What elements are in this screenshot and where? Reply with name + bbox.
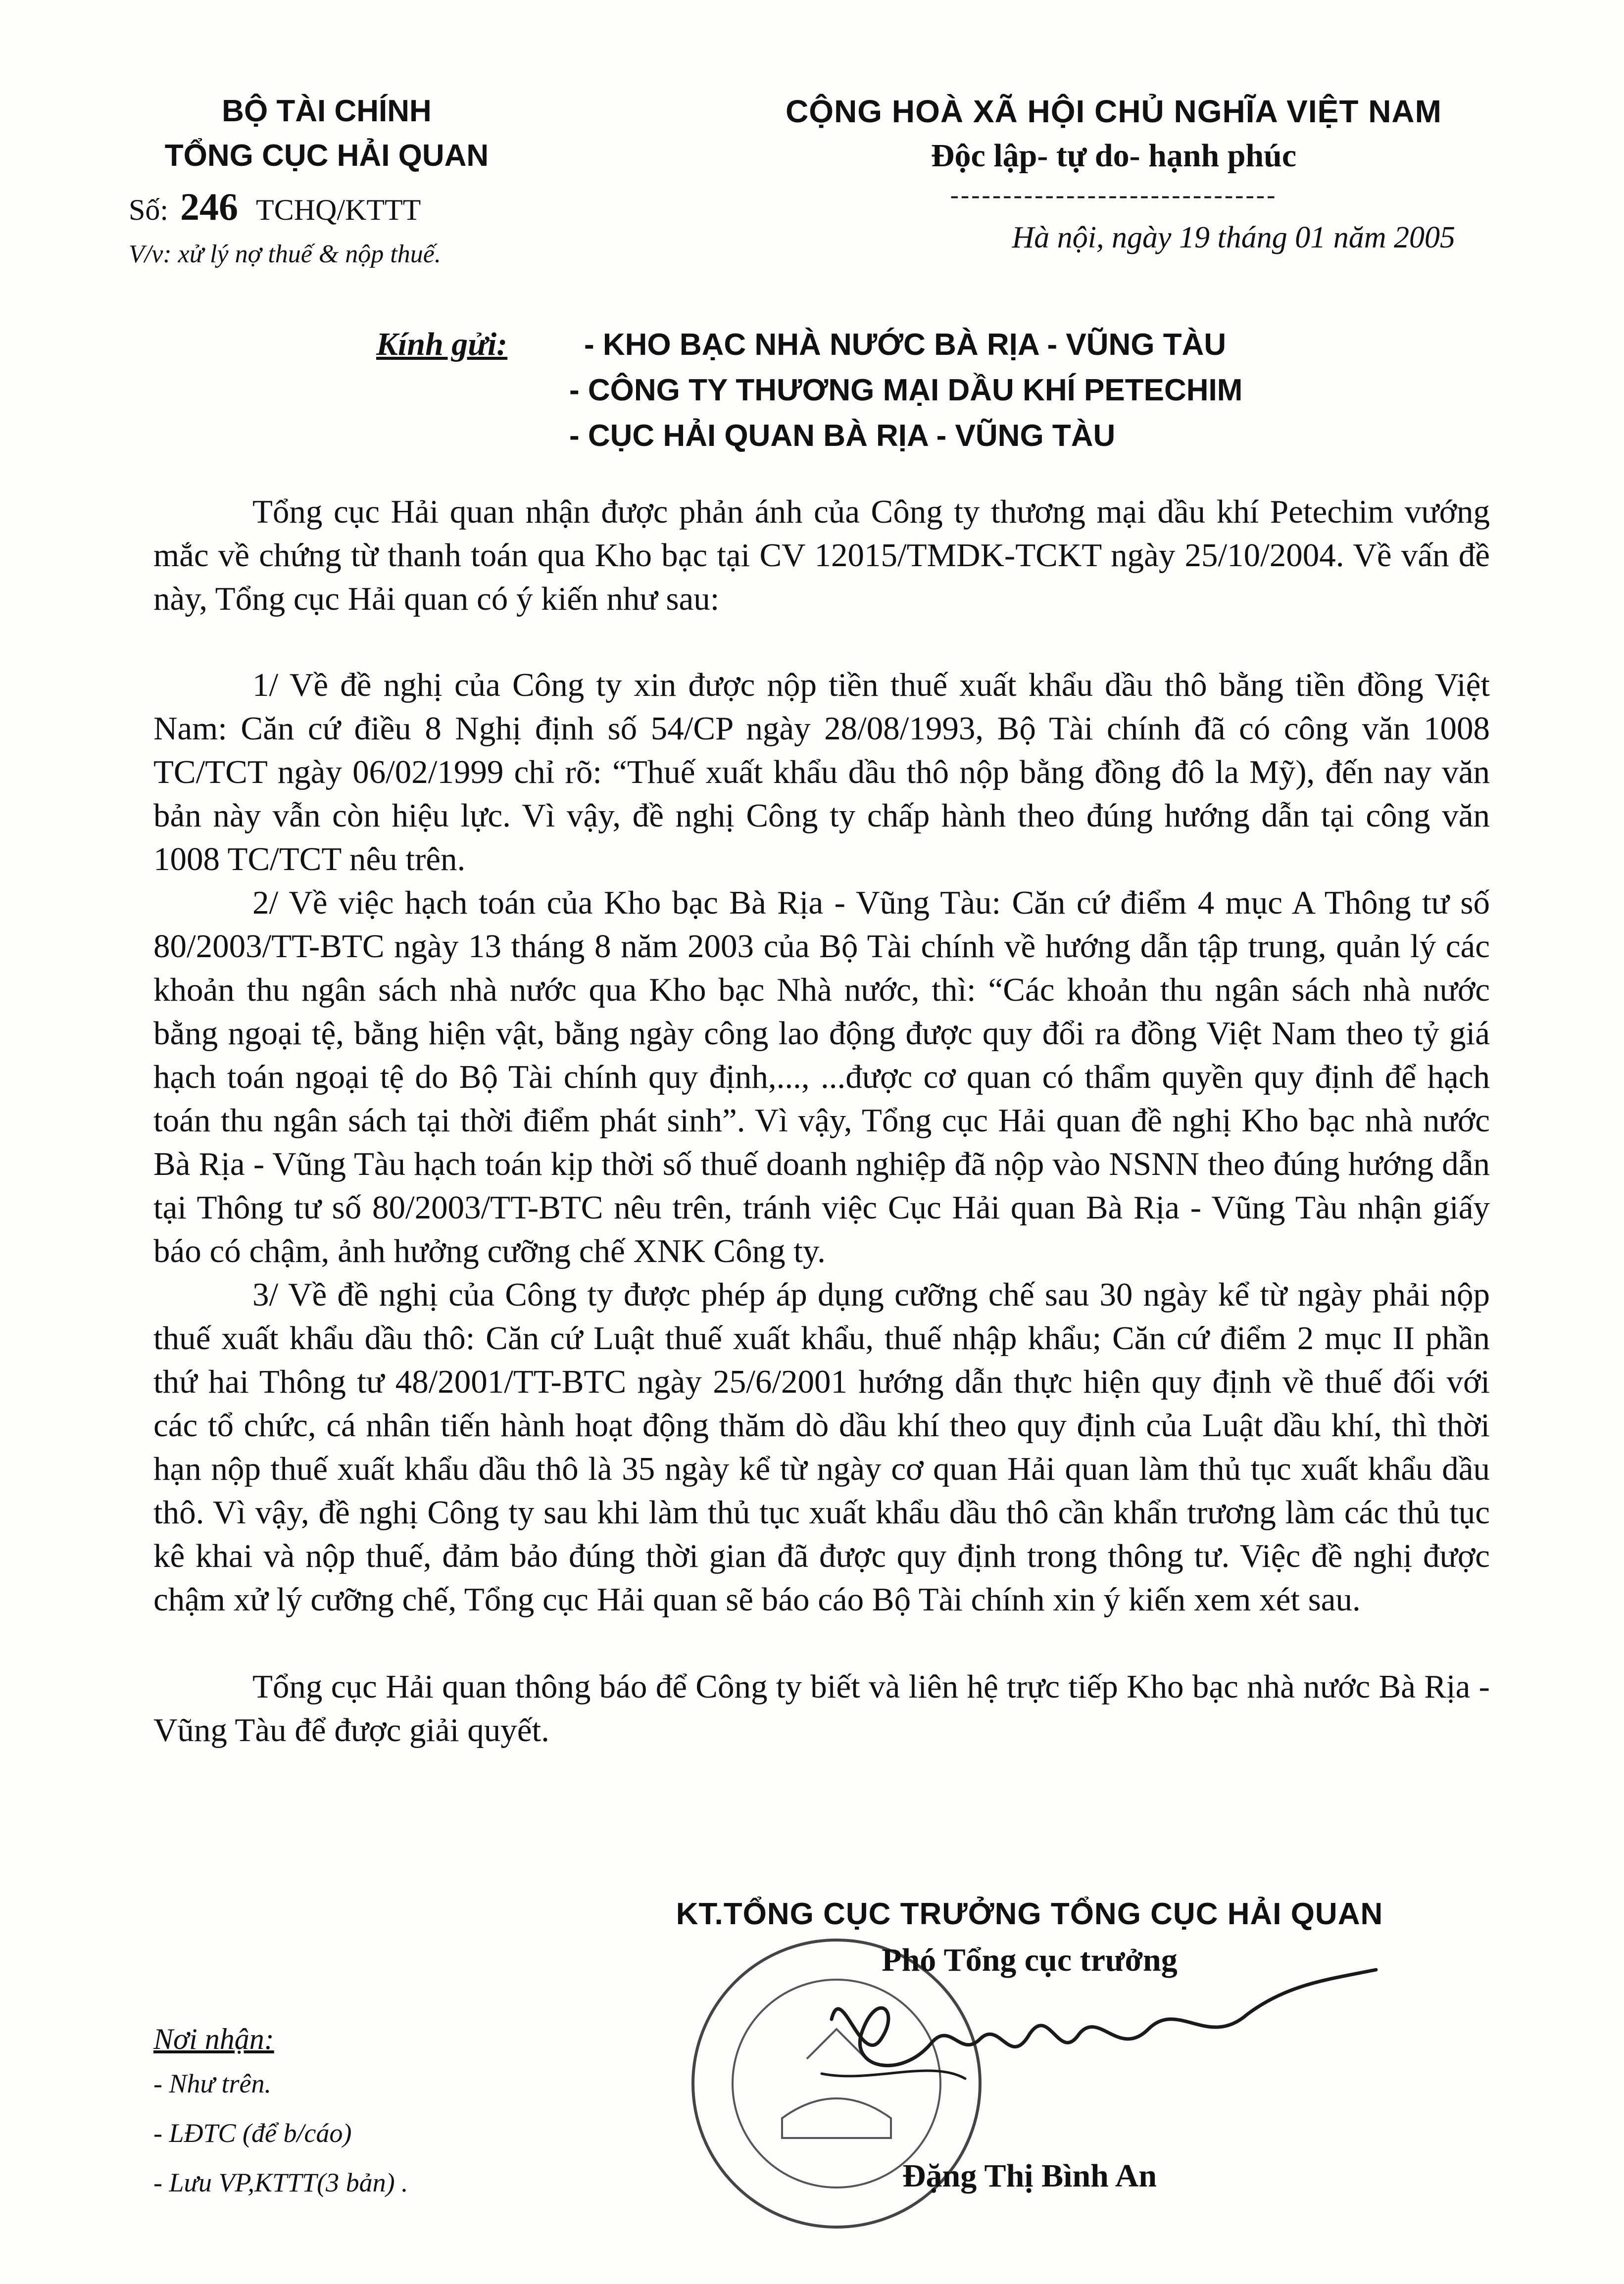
recipient-line	[376, 322, 1564, 368]
signer-role: Phó Tổng cục trưởng	[882, 1942, 1178, 1978]
divider-dashes: -------------------------------	[950, 181, 1278, 209]
document-subject: V/v: xử lý nợ thuế & nộp thuế.	[129, 240, 441, 268]
receiver-item: - Lưu VP,KTTT(3 bản) .	[153, 2168, 408, 2197]
receivers-block	[153, 2019, 599, 2207]
number-suffix: TCHQ/KTTT	[256, 194, 421, 226]
document-number: 246	[180, 185, 239, 228]
signer-title: KT.TỔNG CỤC TRƯỞNG TỔNG CỤC HẢI QUAN	[676, 1897, 1383, 1931]
national-motto: Độc lập- tự do- hạnh phúc	[931, 138, 1297, 174]
receivers-title: Nơi nhận:	[153, 2023, 274, 2055]
nation-title: CỘNG HOÀ XÃ HỘI CHỦ NGHĨA VIỆT NAM	[786, 94, 1442, 129]
receiver-item: - Như trên.	[153, 2069, 271, 2098]
dateline: Hà nội, ngày 19 tháng 01 năm 2005	[1012, 221, 1455, 254]
body-closing: Tổng cục Hải quan thông báo để Công ty biết và liên hệ trực tiếp Kho bạc nhà nước Bà Rịa - Vũng Tàu để được giải quyết.	[153, 1668, 1490, 1749]
body-paragraph-3: 3/ Về đề nghị của Công ty được phép áp dụng cưỡng chế sau 30 ngày kể từ ngày phải nộp thuế xuất khẩu dầu thô: Căn cứ Luật thuế xuất khẩu, thuế nhập khẩu; Căn cứ điểm 2 mục II phần thứ hai Thông tư 48/2001/TT-BTC ngày 25/6/2001 hướng dẫn thực hiện quy định về thuế đối với các tổ chức, cá nhân tiến hành hoạt động thăm dò dầu khí theo quy định của Luật dầu khí, thì thời hạn nộp thuế xuất khẩu dầu thô là 35 ngày kể từ ngày cơ quan Hải quan làm thủ tục xuất khẩu dầu thô. Vì vậy, đề nghị Công ty sau khi làm thủ tục xuất khẩu dầu thô cần khẩn trương làm các thủ tục kê khai và nộp thuế, đảm bảo đúng thời gian đã được quy định trong thông tư. Việc đề nghị được chậm xử lý cưỡng chế, Tổng cục Hải quan sẽ báo cáo Bộ Tài chính xin ý kiến xem xét sau.	[153, 1276, 1490, 1618]
ministry-name: BỘ TÀI CHÍNH	[222, 94, 432, 128]
recipients-block	[376, 322, 1564, 459]
body-paragraph-1: 1/ Về đề nghị của Công ty xin được nộp tiền thuế xuất khẩu dầu thô bằng tiền đồng Việt Nam: Căn cứ điều 8 Nghị định số 54/CP ngày 28/08/1993, Bộ Tài chính đã có công văn 1008 TC/TCT ngày 06/02/1999 chỉ rõ: “Thuế xuất khẩu dầu thô nộp bằng đồng đô la Mỹ), đến nay văn bản này vẫn còn hiệu lực. Vì vậy, đề nghị Công ty chấp hành theo đúng hướng dẫn tại công văn 1008 TC/TCT nêu trên.	[153, 667, 1490, 877]
department-name: TỔNG CỤC HẢI QUAN	[164, 139, 489, 173]
recipient-item: - CỤC HẢI QUAN BÀ RỊA - VŨNG TÀU	[569, 419, 1116, 453]
recipient-line	[376, 368, 1564, 413]
body-paragraph-2: 2/ Về việc hạch toán của Kho bạc Bà Rịa - Vũng Tàu: Căn cứ điểm 4 mục A Thông tư số 80/2003/TT-BTC ngày 13 tháng 8 năm 2003 của Bộ Tài chính về hướng dẫn tập trung, quản lý các khoản thu ngân sách nhà nước qua Kho bạc Nhà nước, thì: “Các khoản thu ngân sách nhà nước bằng ngoại tệ, bằng hiện vật, bằng ngày công lao động được quy đổi ra đồng Việt Nam theo tỷ giá hạch toán ngoại tệ do Bộ Tài chính quy định,..., ...được cơ quan có thẩm quyền quy định để hạch toán thu ngân sách tại thời điểm phát sinh”. Vì vậy, Tổng cục Hải quan đề nghị Kho bạc nhà nước Bà Rịa - Vũng Tàu hạch toán kịp thời số thuế doanh nghiệp đã nộp vào NSNN theo đúng hướng dẫn tại Thông tư số 80/2003/TT-BTC nêu trên, tránh việc Cục Hải quan Bà Rịa - Vũng Tàu nhận giấy báo có chậm, ảnh hưởng cưỡng chế XNK Công ty.	[153, 884, 1490, 1269]
recipient-line	[376, 413, 1564, 459]
letter-body	[153, 490, 1490, 1752]
signer-block	[634, 1891, 1426, 2198]
receiver-item: - LĐTC (để b/cáo)	[153, 2118, 352, 2148]
issuer-block	[129, 89, 574, 274]
recipients-label: Kính gửi:	[376, 326, 508, 362]
recipient-item: - CÔNG TY THƯƠNG MẠI DẦU KHÍ PETECHIM	[569, 373, 1243, 407]
body-intro: Tổng cục Hải quan nhận được phản ánh của Công ty thương mại dầu khí Petechim vướng mắc về chứng từ thanh toán qua Kho bạc tại CV 12015/TMDK-TCKT ngày 25/10/2004. Về vấn đề này, Tổng cục Hải quan có ý kiến như sau:	[153, 493, 1490, 617]
national-heading	[742, 89, 1485, 262]
number-label: Số:	[129, 194, 169, 226]
recipient-item: - KHO BẠC NHÀ NƯỚC BÀ RỊA - VŨNG TÀU	[584, 328, 1227, 362]
signer-name: Đặng Thị Bình An	[902, 2158, 1157, 2194]
document-number-row	[129, 182, 574, 235]
